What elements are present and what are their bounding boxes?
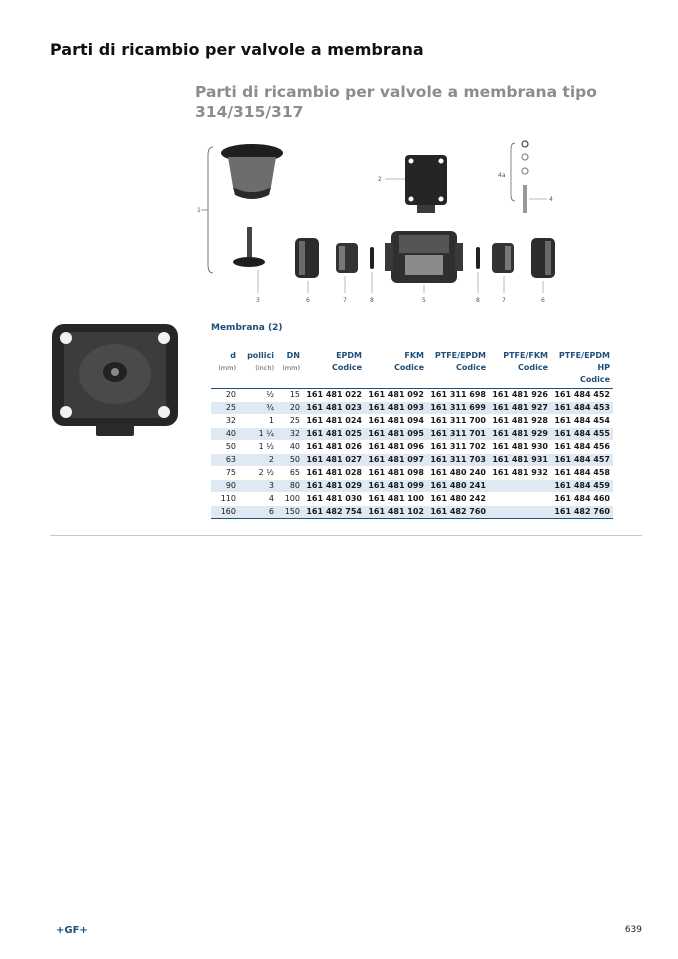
col-ptfe-epdm-hp: PTFE/EPDM — [558, 351, 610, 360]
table-row — [211, 441, 613, 454]
cell-dn: 50 — [277, 454, 303, 467]
cell-ptfe-epdm: 161 482 760 — [427, 506, 489, 519]
callout-8-right: 8 — [476, 297, 480, 304]
spare-parts-table — [211, 350, 613, 519]
cell-dn: 100 — [277, 493, 303, 506]
cell-ptfe-epdm-hp: 161 482 760 — [551, 506, 613, 519]
cell-epdm: 161 481 028 — [303, 467, 365, 480]
cell-ptfe-fkm: 161 481 932 — [489, 467, 551, 480]
cell-fkm: 161 481 095 — [365, 428, 427, 441]
union-nut-left — [295, 238, 319, 278]
col-ptfe-fkm: PTFE/FKM — [503, 351, 548, 360]
cell-epdm: 161 481 022 — [303, 389, 365, 402]
unit-pollici: (inch) — [255, 364, 274, 372]
cell-dn: 25 — [277, 415, 303, 428]
cell-d: 50 — [211, 441, 239, 454]
col-fkm: FKM — [404, 351, 424, 360]
callout-5: 5 — [422, 297, 426, 304]
cell-pollici: 1 ½ — [239, 441, 277, 454]
page-title: Parti di ricambio per valvole a membrana — [50, 40, 424, 59]
cell-ptfe-epdm: 161 311 701 — [427, 428, 489, 441]
cell-ptfe-epdm: 161 311 700 — [427, 415, 489, 428]
cell-ptfe-fkm: 161 481 928 — [489, 415, 551, 428]
cell-d: 90 — [211, 480, 239, 493]
col-ptfe-epdm: PTFE/EPDM — [434, 351, 486, 360]
cell-epdm: 161 481 027 — [303, 454, 365, 467]
cell-dn: 40 — [277, 441, 303, 454]
cell-ptfe-fkm: 161 481 929 — [489, 428, 551, 441]
cell-epdm: 161 482 754 — [303, 506, 365, 519]
cell-fkm: 161 481 094 — [365, 415, 427, 428]
callout-2: 2 — [378, 176, 382, 183]
sub-ptfe-epdm: Codice — [455, 363, 486, 372]
brand-logo: +GF+ — [56, 925, 88, 936]
cell-ptfe-epdm-hp: 161 484 457 — [551, 454, 613, 467]
cell-pollici: 1 — [239, 415, 277, 428]
cell-ptfe-fkm: 161 481 931 — [489, 454, 551, 467]
cell-d: 160 — [211, 506, 239, 519]
callout-7-left: 7 — [343, 297, 347, 304]
cell-ptfe-fkm — [489, 493, 551, 506]
sub-ptfe-epdm-hp: Codice — [579, 375, 610, 384]
cell-fkm: 161 481 099 — [365, 480, 427, 493]
cell-epdm: 161 481 024 — [303, 415, 365, 428]
sub-fkm: Codice — [393, 363, 424, 372]
cell-pollici: 2 — [239, 454, 277, 467]
callout-4a: 4a — [498, 172, 506, 179]
table-row — [211, 506, 613, 519]
section-divider — [50, 535, 642, 536]
cell-pollici: 3 — [239, 480, 277, 493]
cell-epdm: 161 481 023 — [303, 402, 365, 415]
cell-pollici: 2 ½ — [239, 467, 277, 480]
table-row — [211, 415, 613, 428]
cell-ptfe-epdm-hp: 161 484 459 — [551, 480, 613, 493]
cell-ptfe-epdm-hp: 161 484 458 — [551, 467, 613, 480]
section-title: Parti di ricambio per valvole a membrana tipo 314/315/317 — [195, 83, 597, 121]
col-pollici: pollici — [247, 351, 274, 360]
cell-fkm: 161 481 092 — [365, 389, 427, 402]
cell-fkm: 161 481 096 — [365, 441, 427, 454]
cell-ptfe-epdm: 161 311 703 — [427, 454, 489, 467]
bracket-1 — [208, 147, 213, 273]
cell-d: 32 — [211, 415, 239, 428]
cell-d: 75 — [211, 467, 239, 480]
cell-pollici: 4 — [239, 493, 277, 506]
cell-ptfe-epdm-hp: 161 484 452 — [551, 389, 613, 402]
cell-dn: 15 — [277, 389, 303, 402]
sub-epdm: Codice — [331, 363, 362, 372]
cell-ptfe-fkm: 161 481 930 — [489, 441, 551, 454]
cell-d: 20 — [211, 389, 239, 402]
callout-8-left: 8 — [370, 297, 374, 304]
callout-6-left: 6 — [306, 297, 310, 304]
union-nut-right — [531, 238, 555, 278]
cell-ptfe-fkm — [489, 506, 551, 519]
sub-ptfe-epdm-hp-line2: HP — [597, 363, 610, 372]
cell-pollici: 1 ¼ — [239, 428, 277, 441]
cell-dn: 150 — [277, 506, 303, 519]
cell-epdm: 161 481 025 — [303, 428, 365, 441]
table-heading: Membrana (2) — [211, 323, 283, 333]
cell-d: 25 — [211, 402, 239, 415]
cell-pollici: ¾ — [239, 402, 277, 415]
cell-fkm: 161 481 097 — [365, 454, 427, 467]
cell-pollici: ½ — [239, 389, 277, 402]
table-row — [211, 493, 613, 506]
cell-d: 110 — [211, 493, 239, 506]
unit-d: (mm) — [218, 364, 236, 372]
cell-dn: 80 — [277, 480, 303, 493]
cell-ptfe-epdm-hp: 161 484 454 — [551, 415, 613, 428]
callout-4: 4 — [549, 196, 553, 203]
cell-dn: 65 — [277, 467, 303, 480]
table-row — [211, 389, 613, 402]
cell-pollici: 6 — [239, 506, 277, 519]
cell-ptfe-fkm: 161 481 927 — [489, 402, 551, 415]
cell-ptfe-epdm: 161 311 698 — [427, 389, 489, 402]
exploded-view-diagram — [195, 135, 575, 310]
cell-ptfe-epdm-hp: 161 484 460 — [551, 493, 613, 506]
cell-epdm: 161 481 029 — [303, 480, 365, 493]
cell-ptfe-epdm: 161 311 702 — [427, 441, 489, 454]
cell-ptfe-fkm: 161 481 926 — [489, 389, 551, 402]
cell-ptfe-fkm — [489, 480, 551, 493]
cell-fkm: 161 481 102 — [365, 506, 427, 519]
cell-ptfe-epdm: 161 311 699 — [427, 402, 489, 415]
col-epdm: EPDM — [336, 351, 362, 360]
cell-fkm: 161 481 093 — [365, 402, 427, 415]
cell-d: 40 — [211, 428, 239, 441]
callout-3: 3 — [256, 297, 260, 304]
unit-dn: (mm) — [282, 364, 300, 372]
table-row — [211, 480, 613, 493]
cell-dn: 32 — [277, 428, 303, 441]
cell-epdm: 161 481 030 — [303, 493, 365, 506]
col-dn: DN — [286, 351, 300, 360]
cell-fkm: 161 481 100 — [365, 493, 427, 506]
cell-ptfe-epdm: 161 480 240 — [427, 467, 489, 480]
cell-fkm: 161 481 098 — [365, 467, 427, 480]
page-number: 639 — [624, 925, 642, 935]
cell-epdm: 161 481 026 — [303, 441, 365, 454]
cell-ptfe-epdm-hp: 161 484 453 — [551, 402, 613, 415]
cell-ptfe-epdm: 161 480 242 — [427, 493, 489, 506]
cell-dn: 20 — [277, 402, 303, 415]
table-row — [211, 402, 613, 415]
callout-7-right: 7 — [502, 297, 506, 304]
col-d: d — [230, 351, 236, 360]
table-row — [211, 428, 613, 441]
diaphragm-image — [50, 318, 180, 438]
callout-6-right: 6 — [541, 297, 545, 304]
cell-d: 63 — [211, 454, 239, 467]
table-row — [211, 467, 613, 480]
table-row — [211, 454, 613, 467]
cell-ptfe-epdm: 161 480 241 — [427, 480, 489, 493]
cell-ptfe-epdm-hp: 161 484 456 — [551, 441, 613, 454]
callout-1: 1 — [197, 207, 201, 214]
cell-ptfe-epdm-hp: 161 484 455 — [551, 428, 613, 441]
sub-ptfe-fkm: Codice — [517, 363, 548, 372]
